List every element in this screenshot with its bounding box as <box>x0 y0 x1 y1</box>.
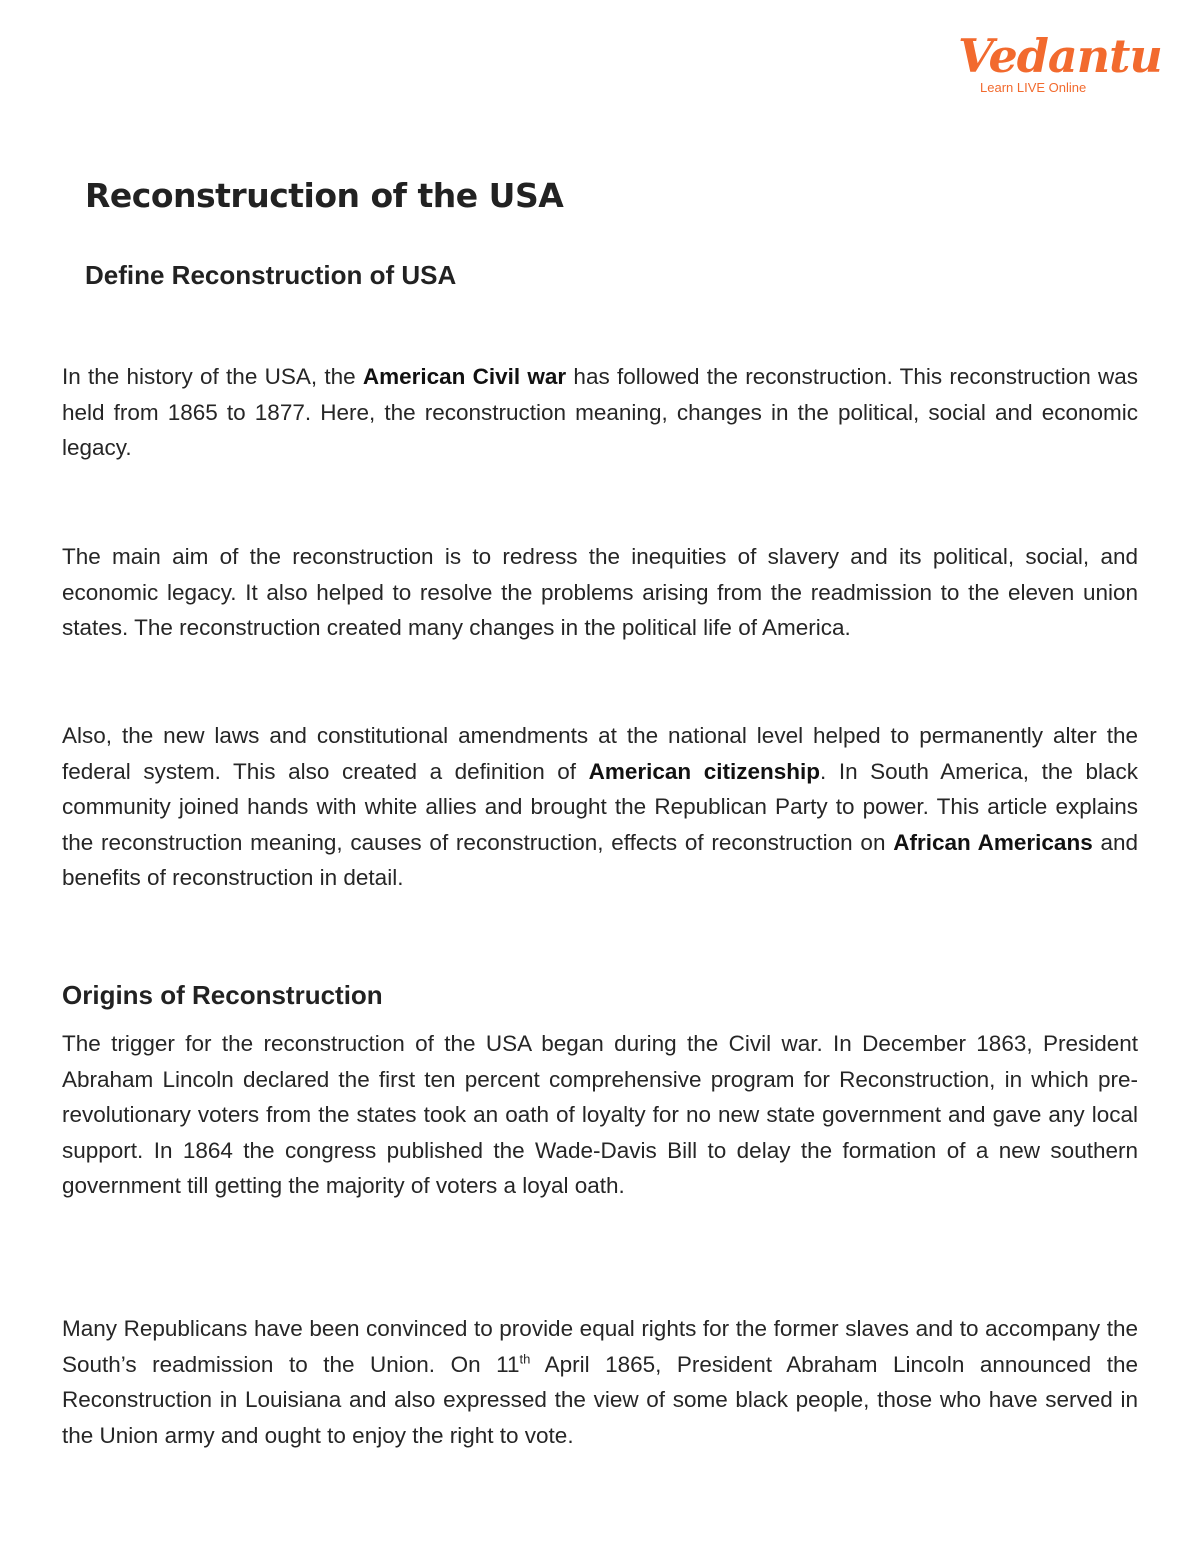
superscript: th <box>519 1351 531 1366</box>
bold-term: American Civil war <box>362 364 567 389</box>
page-title: Reconstruction of the USA <box>85 176 564 215</box>
vedantu-logo <box>958 29 1162 95</box>
logo-tagline: Learn LIVE Online <box>980 80 1087 95</box>
paragraph-aim: The main aim of the reconstruction is to redress the inequities of slavery and its political, social, and economic legacy. It also helped to resolve the problems arising from the readmission to the eleven union states. The reconstruction created many changes in the political life of America. <box>62 544 1138 640</box>
paragraph-intro <box>62 359 1138 466</box>
paragraph-laws <box>62 718 1138 896</box>
logo-brand: Vedantu <box>958 29 1162 83</box>
text-run: April 1865, President Abraham Lincoln announced the Reconstruction in Louisiana and also expressed the view of some black people, those who have served in the Union army and ought to enjoy the right to vote. <box>62 1351 1138 1448</box>
text-run: and benefits of reconstruction in detail. <box>62 829 1139 890</box>
origins-heading: Origins of Reconstruction <box>62 980 383 1010</box>
paragraph-origins: The trigger for the reconstruction of the USA began during the Civil war. In December 1863, President Abraham Lincoln declared the first ten percent comprehensive program for Reconstruction, in which pre-revolutionary voters from the states took an oath of loyalty for no new state government and gave any local support. In 1864 the congress published the Wade-Davis Bill to delay the formation of a new southern government till getting the majority of voters a loyal oath. <box>62 1031 1138 1198</box>
bold-term: American citizenship <box>588 758 820 784</box>
text-run: has followed the reconstruction. This reconstruction was held from 1865 to 1877. Here, the reconstruction meaning, changes in the political, social and economic legacy. <box>62 364 1138 460</box>
text-run: Many Republicans have been convinced to provide equal rights for the former slaves and to accompany the South’s readmission to the Union. On 11 <box>62 1316 1138 1377</box>
text-run: In the history of the USA, the <box>62 364 363 389</box>
bold-term: African Americans <box>893 829 1093 855</box>
text-run: . In South America, the black community joined hands with white allies and brought the Republican Party to power. This article explains the reconstruction meaning, causes of reconstruction, effects of reconstruction on <box>62 758 1138 855</box>
text-run: Also, the new laws and constitutional amendments at the national level helped to permanently alter the federal system. This also created a definition of <box>62 723 1138 784</box>
define-heading: Define Reconstruction of USA <box>85 260 457 290</box>
paragraph-republicans <box>62 1311 1138 1453</box>
